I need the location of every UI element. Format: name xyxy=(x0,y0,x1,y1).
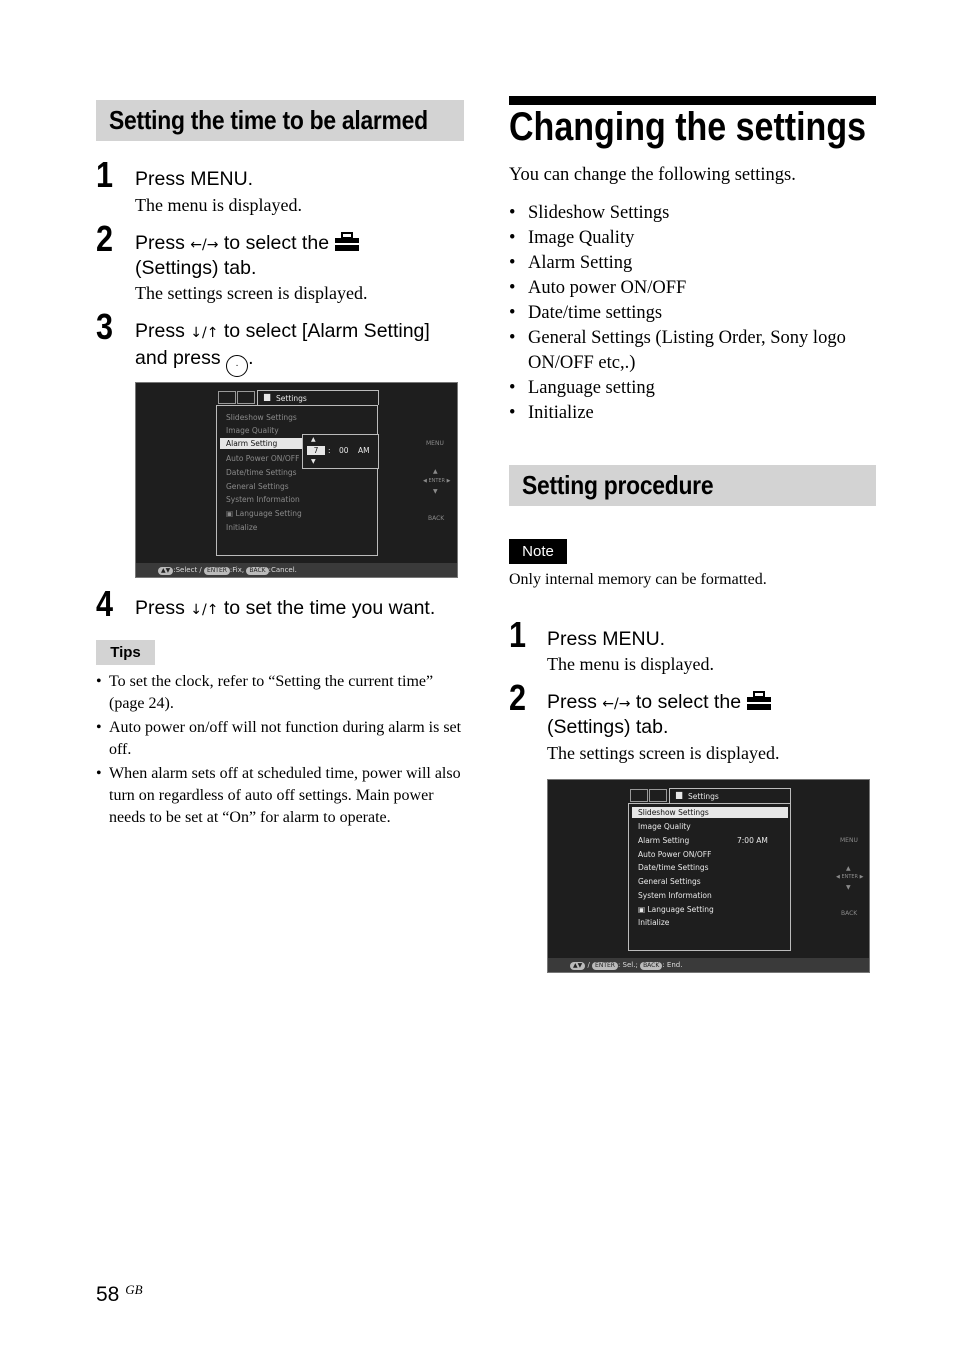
ampm-field: AM xyxy=(358,446,370,455)
side-back-label: BACK xyxy=(841,910,858,917)
time-picker xyxy=(302,434,379,469)
note-text: Only internal memory can be formatted. xyxy=(509,571,767,588)
menu-item: Date/time Settings xyxy=(638,863,709,872)
side-down-icon: ▼ xyxy=(433,488,438,495)
step-number: 1 xyxy=(96,154,114,195)
menu-item-selected: Alarm Setting xyxy=(220,438,302,449)
step-instruction-line2: (Settings) tab. xyxy=(135,257,257,279)
menu-item: General Settings xyxy=(226,482,289,491)
step-result: The settings screen is displayed. xyxy=(547,743,780,763)
down-arrow-icon: ▼ xyxy=(311,458,316,465)
list-item: • Language setting xyxy=(509,376,876,401)
menu-item: Image Quality xyxy=(226,426,279,435)
menu-item: ▣ Language Setting xyxy=(638,905,714,914)
minute-field: 00 xyxy=(339,446,349,455)
step-instruction: Press ←/→ to select the xyxy=(547,690,772,717)
tips-list xyxy=(96,671,464,831)
step-instruction: Press MENU. xyxy=(547,628,666,650)
updown-pill-icon: ▲▼ xyxy=(158,567,173,575)
side-back-label: BACK xyxy=(428,515,445,522)
step-result: The menu is displayed. xyxy=(547,654,714,674)
display-tab-icon xyxy=(649,789,667,802)
down-up-arrow-icon: ↓/↑ xyxy=(190,325,219,341)
toolbox-icon: ▆ xyxy=(676,790,683,799)
updown-pill-icon: ▲▼ xyxy=(570,962,585,970)
list-item: • General Settings (Listing Order, Sony logo ON/OFF etc,.) xyxy=(509,326,876,376)
screen-footer: ▲▼ / ENTER : Sel.; BACK : End. xyxy=(548,958,869,972)
toolbox-icon: ▆ xyxy=(264,392,271,401)
menu-item: Alarm Setting xyxy=(638,836,690,845)
up-arrow-icon: ▲ xyxy=(311,436,316,443)
list-item: • Auto power ON/OFF xyxy=(509,276,876,301)
menu-item: General Settings xyxy=(638,877,701,886)
left-right-arrow-icon: ←/→ xyxy=(190,237,219,253)
menu-item: Auto Power ON/OFF xyxy=(638,850,712,859)
intro-text: You can change the following settings. xyxy=(509,165,796,185)
list-item: • Alarm Setting xyxy=(509,251,876,276)
menu-item: ▣ Language Setting xyxy=(226,509,302,518)
side-up-icon: ▲ xyxy=(846,865,851,872)
menu-item: Auto Power ON/OFF xyxy=(226,454,300,463)
menu-item: System Information xyxy=(226,495,300,504)
menu-item-selected: Slideshow Settings xyxy=(632,807,788,818)
step-instruction-line2: (Settings) tab. xyxy=(547,716,669,738)
time-separator: : xyxy=(328,446,331,455)
menu-item: Image Quality xyxy=(638,822,691,831)
menu-item: Slideshow Settings xyxy=(226,413,297,422)
settings-tab: Settings ▆ xyxy=(669,788,791,803)
side-menu-label: MENU xyxy=(426,440,444,447)
list-item: • Initialize xyxy=(509,401,876,426)
list-item: • To set the clock, refer to “Setting the current time” (page 24). xyxy=(96,671,464,715)
search-tab-icon xyxy=(218,391,236,404)
hour-field: 7 xyxy=(307,446,325,455)
menu-item: Initialize xyxy=(638,918,670,927)
side-up-icon: ▲ xyxy=(433,468,438,475)
step-number: 3 xyxy=(96,306,114,347)
list-item: • Slideshow Settings xyxy=(509,201,876,226)
section-heading-procedure: Setting procedure xyxy=(509,465,876,506)
list-item: • When alarm sets off at scheduled time, power will also turn on regardless of auto off settings. Main power needs to be set at “On” for alarm to operate. xyxy=(96,763,464,829)
step-number: 2 xyxy=(96,218,114,259)
step-number: 2 xyxy=(509,677,527,718)
step-result: The settings screen is displayed. xyxy=(135,283,368,303)
settings-tab: Settings ▆ xyxy=(257,390,379,405)
step-number: 1 xyxy=(509,614,527,655)
menu-item: Initialize xyxy=(226,523,258,532)
note-label: Note xyxy=(509,539,567,564)
alarm-value: 7:00 AM xyxy=(737,836,768,845)
menu-item: System Information xyxy=(638,891,712,900)
side-enter-label: ◀ ENTER ▶ xyxy=(836,874,864,880)
enter-button-icon: · xyxy=(226,355,248,377)
settings-list xyxy=(509,201,876,426)
step-instruction: Press ←/→ to select the xyxy=(135,231,360,258)
left-right-arrow-icon: ←/→ xyxy=(602,696,631,712)
step-instruction-line2: and press · . xyxy=(135,346,253,377)
section-heading-alarm: Setting the time to be alarmed xyxy=(96,100,464,141)
list-item: • Auto power on/off will not function during alarm is set off. xyxy=(96,717,464,761)
menu-item: Date/time Settings xyxy=(226,468,297,477)
step-instruction: Press ↓/↑ to select [Alarm Setting] xyxy=(135,320,430,342)
screen-footer: ▲▼ :Select / ENTER :Fix, BACK :Cancel. xyxy=(136,563,457,577)
step-instruction: Press MENU. xyxy=(135,168,254,190)
step-result: The menu is displayed. xyxy=(135,195,302,215)
display-tab-icon xyxy=(237,391,255,404)
toolbox-icon xyxy=(334,232,360,252)
page-number: 58 $^{GB}$ xyxy=(96,1282,143,1306)
list-item: • Image Quality xyxy=(509,226,876,251)
region-code: GB xyxy=(125,1282,143,1297)
alarm-settings-screen xyxy=(135,382,458,578)
side-menu-label: MENU xyxy=(840,837,858,844)
step-number: 4 xyxy=(96,583,114,624)
tips-label: Tips xyxy=(96,640,155,665)
list-item: • Date/time settings xyxy=(509,301,876,326)
search-tab-icon xyxy=(630,789,648,802)
settings-screen xyxy=(547,779,870,973)
step-instruction: Press ↓/↑ to set the time you want. xyxy=(135,597,436,619)
side-enter-label: ◀ ENTER ▶ xyxy=(423,478,451,484)
toolbox-icon xyxy=(746,691,772,711)
down-up-arrow-icon: ↓/↑ xyxy=(190,602,219,618)
side-down-icon: ▼ xyxy=(846,884,851,891)
page-title: Changing the settings xyxy=(509,105,866,149)
